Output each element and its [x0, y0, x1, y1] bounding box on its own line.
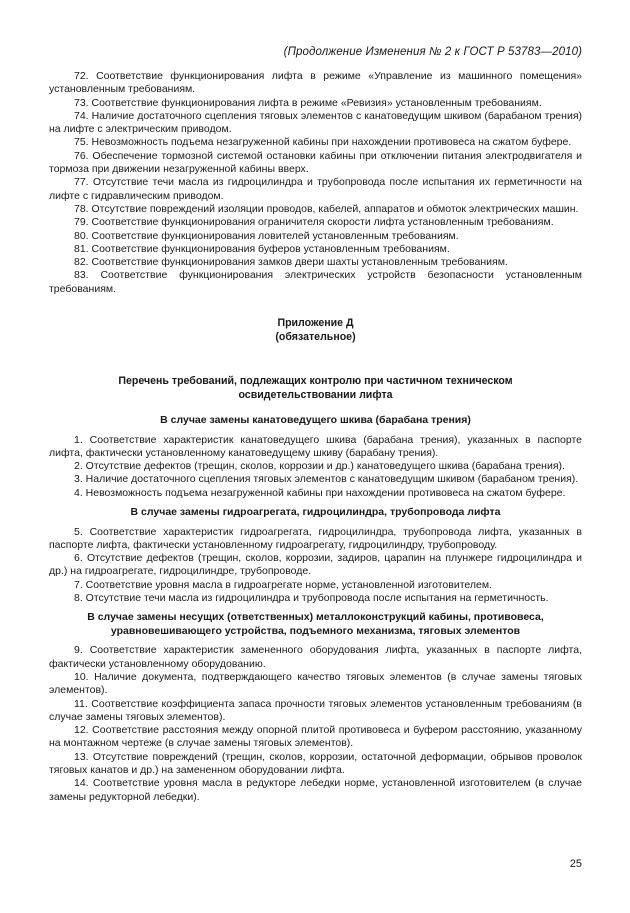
list-item: 74. Наличие достаточного сцепления тяговых элементов с канатоведущим шкивом (барабаном трения) на лифте с электрическим приводом. [49, 109, 582, 136]
list-item: 6. Отсутствие дефектов (трещин, сколов, коррозии, задиров, царапин на плунжере гидроцилиндра и др.) на гидроагрегате, гидроцилиндре, трубопроводе. [49, 552, 582, 578]
list-item: 9. Соответствие характеристик замененного оборудования лифта, указанных в паспорте лифта, фактически установленному оборудованию. [49, 644, 582, 670]
list-item: 10. Наличие документа, подтверждающего качество тяговых элементов (в случае замены тяговых элементов). [49, 670, 582, 697]
section-title-sheave: В случае замены канатоведущего шкива (барабана трения) [160, 414, 471, 427]
page-header: (Продолжение Изменения № 2 к ГОСТ Р 53783—2010) [283, 46, 582, 58]
list-title-line1: Перечень требований, подлежащих контролю при частичном техническом [118, 375, 513, 388]
list-item: 82. Соответствие функционирования замков двери шахты установленным требованиям. [74, 256, 508, 269]
list-item: 12. Соответствие расстояния между опорной плитой противовеса и буфером расстоянию, указанному на монтажном чертеже (в случае замены тяговых элементов). [49, 724, 582, 750]
list-item: 79. Соответствие функционирования ограничителя скорости лифта установленным требованиям. [74, 216, 554, 229]
section-title-structures-line2: уравновешивающего устройства, подъемного механизма, тяговых элементов [110, 624, 521, 637]
list-item: 73. Соответствие функционирования лифта в режиме «Ревизия» установленным требованиям. [74, 96, 542, 109]
appendix-title: Приложение Д [277, 317, 354, 330]
list-item: 76. Обеспечение тормозной системой остановки кабины при отключении питания электродвигателя и тормоза при движении незагруженной кабины вверх. [49, 149, 582, 176]
list-item: 4. Невозможность подъема незагруженной кабины при нахождении противовеса на сжатом буфере. [74, 486, 566, 499]
list-item: 78. Отсутствие повреждений изоляции проводов, кабелей, аппаратов и обмоток электрических машин. [74, 202, 579, 215]
document-body [49, 70, 582, 804]
list-item: 80. Соответствие функционирования ловителей установленным требованиям. [74, 229, 459, 242]
list-item: 11. Соответствие коэффициента запаса прочности тяговых элементов установленным требованиям (в случае замены тяговых элементов). [49, 697, 582, 723]
list-item: 14. Соответствие уровня масла в редукторе лебедки норме, установленной изготовителем (в случае замены редукторной лебедки). [49, 777, 582, 803]
list-item: 5. Соответствие характеристик гидроагрегата, гидроцилиндра, трубопровода лифта, указанных в паспорте лифта, фактически установленному гидроагрегату, гидроцилиндру, трубопроводу. [49, 525, 582, 551]
list-item: 13. Отсутствие повреждений (трещин, сколов, коррозии, остаточной деформации, обрывов проволок тяговых канатов и др.) на замененном оборудовании лифта. [49, 750, 582, 776]
items-top [49, 70, 582, 296]
list-item: 3. Наличие достаточного сцепления тяговых элементов с канатоведущим шкивом (барабаном трения). [74, 473, 579, 486]
list-item: 72. Соответствие функционирования лифта в режиме «Управление из машинного помещения» установленным требованиям. [49, 70, 582, 96]
list-item: 1. Соответствие характеристик канатоведущего шкива (барабана трения), указанных в паспорте лифта, фактически установленному канатоведущему шкиву (барабану трения). [49, 433, 582, 459]
list-item: 81. Соответствие функционирования буферов установленным требованиям. [74, 242, 450, 255]
appendix-status: (обязательное) [275, 331, 356, 344]
list-item: 8. Отсутствие течи масла из гидроцилиндра и трубопровода после испытания на герметичность. [74, 592, 549, 605]
list-item: 7. Соответствие уровня масла в гидроагрегате норме, установленной изготовителем. [74, 578, 492, 591]
list-item: 2. Отсутствие дефектов (трещин, сколов, коррозии и др.) канатоведущего шкива (барабана трения). [74, 460, 565, 473]
list-item: 75. Невозможность подъема незагруженной кабины при нахождении противовеса на сжатом буфере. [74, 136, 572, 149]
list-item: 83. Соответствие функционирования электрических устройств безопасности установленным требованиям. [49, 269, 582, 295]
page-number: 25 [569, 858, 582, 870]
list-item: 77. Отсутствие течи масла из гидроцилиндра и трубопровода после испытания их герметичности на лифте с гидравлическим приводом. [49, 176, 582, 202]
section-title-structures-line1: В случае замены несущих (ответственных) металлоконструкций кабины, противовеса, [87, 611, 544, 624]
list-title-line2: освидетельствовании лифта [238, 389, 393, 402]
section-title-hydraulic: В случае замены гидроагрегата, гидроцилиндра, трубопровода лифта [130, 506, 501, 519]
